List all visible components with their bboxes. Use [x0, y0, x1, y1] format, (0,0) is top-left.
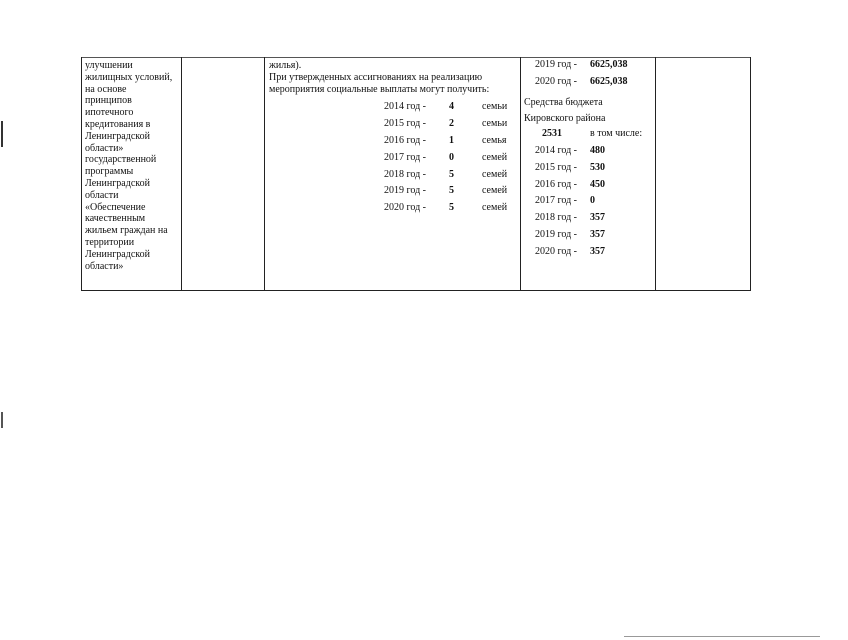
program-name-line: «Обеспечение — [85, 201, 146, 213]
regional-funding-rows — [524, 59, 652, 93]
funding-value: 357 — [590, 212, 605, 224]
program-name-cell — [85, 60, 180, 272]
funding-row — [524, 145, 652, 162]
payment-unit: семей — [482, 202, 508, 214]
program-name-line: Ленинградской — [85, 130, 150, 142]
payment-count: 5 — [449, 185, 454, 197]
program-name-line: территории — [85, 236, 135, 248]
footer-rule — [624, 636, 820, 637]
funding-year: 2019 год - — [535, 59, 577, 70]
program-name-line: жильем граждан на — [85, 225, 168, 237]
payment-row — [269, 185, 519, 202]
text-line: При утвержденных ассигнованиях на реализацию — [269, 71, 483, 83]
program-name-line: ипотечного — [85, 107, 134, 119]
scan-edge-mark — [1, 412, 3, 428]
payment-year: 2019 год - — [384, 185, 426, 197]
payment-count: 0 — [449, 151, 454, 163]
payment-year: 2014 год - — [384, 101, 426, 113]
program-name-line: области» — [85, 260, 124, 272]
text-line: мероприятия социальные выплаты могут получить: — [269, 83, 490, 95]
description-cell — [269, 60, 519, 219]
payments-list — [269, 101, 519, 219]
funding-year: 2017 год - — [535, 195, 577, 207]
funding-value: 530 — [590, 161, 605, 173]
total-row — [524, 128, 652, 145]
funding-year: 2020 год - — [535, 75, 577, 87]
payment-year: 2020 год - — [384, 202, 426, 214]
funding-year: 2015 год - — [535, 161, 577, 173]
payment-unit: семьи — [482, 118, 508, 130]
funding-value: 357 — [590, 245, 605, 257]
program-name-line: принципов — [85, 95, 132, 107]
text-line: жилья). — [269, 60, 302, 71]
funding-row — [524, 162, 652, 179]
scan-edge-mark — [1, 121, 3, 147]
payment-row — [269, 118, 519, 135]
program-name-line: Ленинградской — [85, 248, 150, 260]
program-name-line: программы — [85, 166, 134, 178]
column-divider — [655, 57, 656, 291]
funding-value: 0 — [590, 195, 595, 207]
payment-year: 2016 год - — [384, 134, 426, 146]
payment-unit: семей — [482, 151, 508, 163]
funding-value: 6625,038 — [590, 59, 628, 70]
payment-unit: семей — [482, 185, 508, 197]
payment-count: 2 — [449, 118, 454, 130]
payment-count: 5 — [449, 202, 454, 214]
payment-count: 5 — [449, 168, 454, 180]
payment-count: 4 — [449, 101, 454, 113]
payment-count: 1 — [449, 134, 454, 146]
funding-value: 6625,038 — [590, 75, 628, 87]
district-funding-rows — [524, 145, 652, 263]
program-name-line: улучшении — [85, 60, 133, 71]
funding-value: 357 — [590, 228, 605, 240]
program-name-line: области» — [85, 142, 124, 154]
payment-year: 2015 год - — [384, 118, 426, 130]
funding-row — [524, 76, 652, 93]
funding-year: 2018 год - — [535, 212, 577, 224]
program-name-line: государственной — [85, 154, 157, 166]
payment-year: 2018 год - — [384, 168, 426, 180]
program-name-line: жилищных условий, — [85, 71, 173, 83]
payment-unit: семей — [482, 168, 508, 180]
column-divider — [181, 57, 182, 291]
payment-unit: семья — [482, 134, 507, 146]
funding-row — [524, 246, 652, 263]
payment-row — [269, 101, 519, 118]
column-divider — [264, 57, 265, 291]
funding-row — [524, 212, 652, 229]
funding-row — [524, 59, 652, 76]
funding-value: 450 — [590, 178, 605, 190]
payment-row — [269, 202, 519, 219]
funding-year: 2020 год - — [535, 245, 577, 257]
program-name-line: кредитования в — [85, 118, 151, 130]
payment-row — [269, 169, 519, 186]
funding-heading: Средства бюджета — [524, 96, 603, 108]
total-value: 2531 — [542, 128, 562, 140]
funding-year: 2019 год - — [535, 228, 577, 240]
payment-unit: семьи — [482, 101, 508, 113]
program-name-line: качественным — [85, 213, 146, 225]
program-name-line: Ленинградской — [85, 177, 150, 189]
program-name-line: на основе — [85, 83, 127, 95]
funding-value: 480 — [590, 144, 605, 156]
column-divider — [520, 57, 521, 291]
funding-row — [524, 229, 652, 246]
payment-row — [269, 135, 519, 152]
funding-cell — [524, 59, 652, 263]
payment-row — [269, 152, 519, 169]
program-name-line: области — [85, 189, 119, 201]
funding-row — [524, 179, 652, 196]
funding-row — [524, 195, 652, 212]
funding-year: 2016 год - — [535, 178, 577, 190]
payment-year: 2017 год - — [384, 151, 426, 163]
funding-heading: Кировского района — [524, 113, 606, 125]
funding-year: 2014 год - — [535, 144, 577, 156]
total-suffix: в том числе: — [590, 128, 643, 140]
